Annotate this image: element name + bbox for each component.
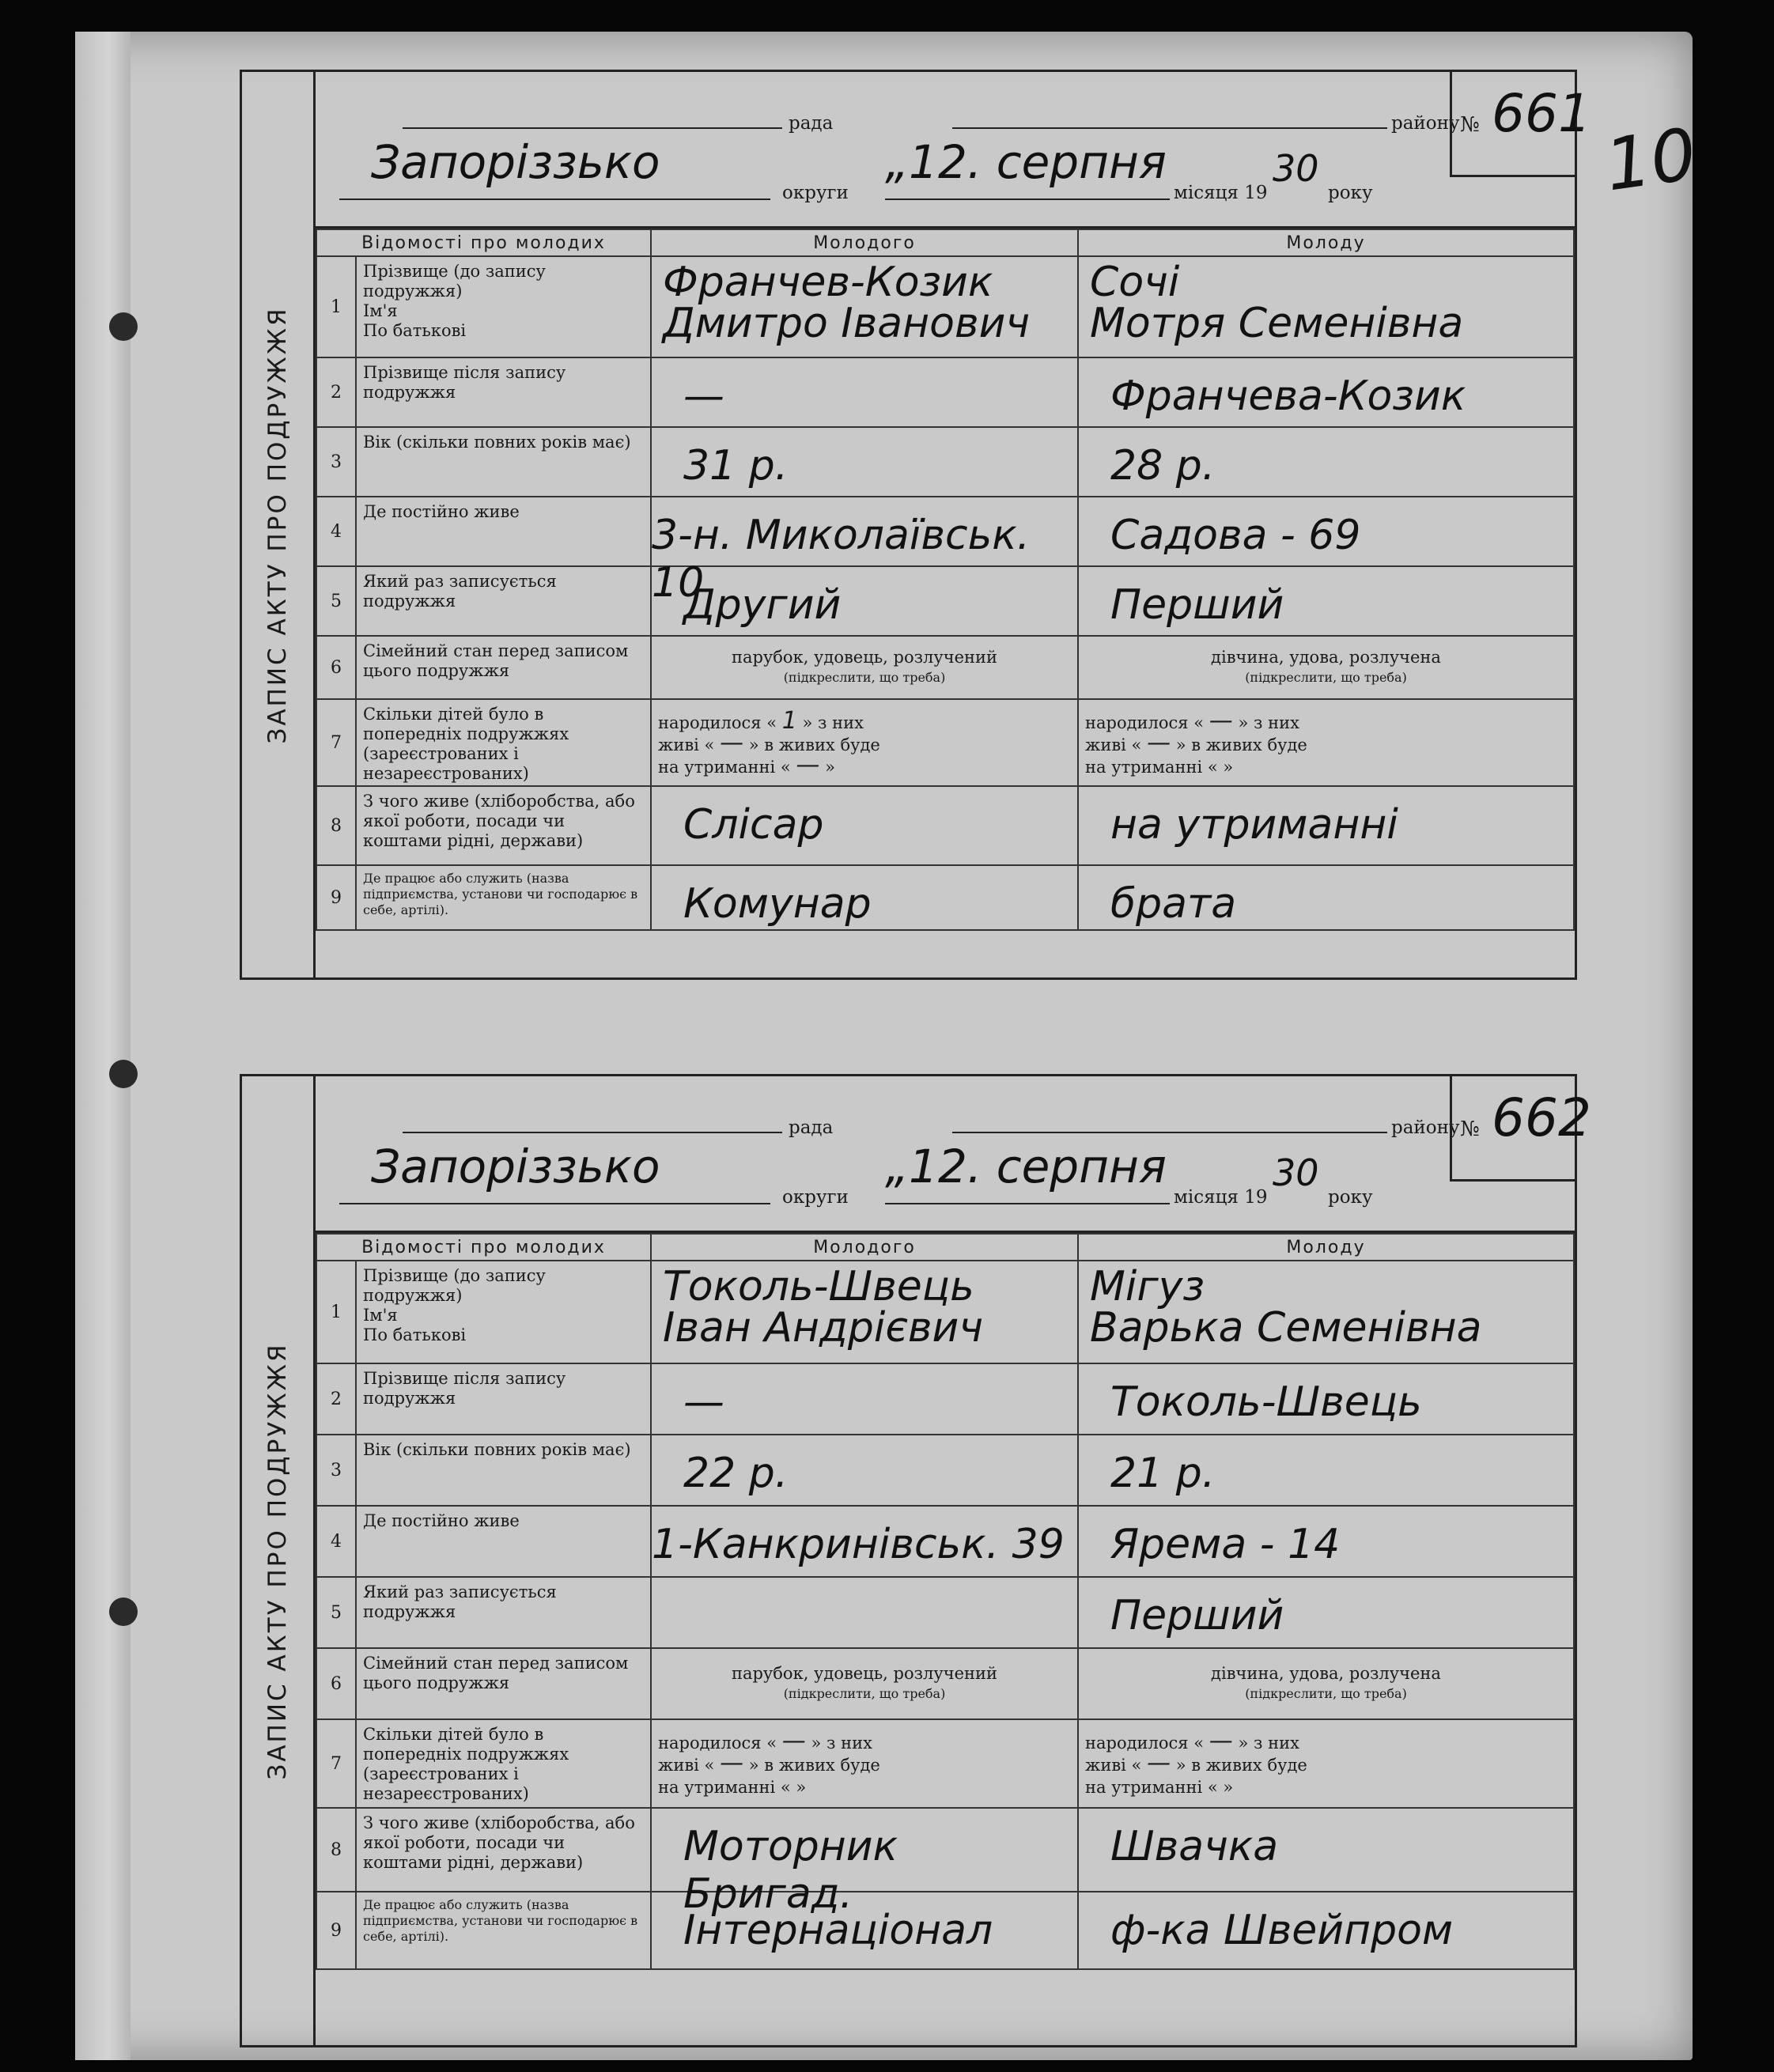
okrug-label: округи bbox=[782, 1187, 849, 1208]
month-label: місяця 19 bbox=[1174, 183, 1268, 203]
row-label-occupation: З чого живе (хліборобства, або якої роботи, посади чи коштами рідні, держави) bbox=[356, 786, 651, 865]
groom-surname-after: — bbox=[683, 1378, 725, 1426]
rayon-label: району bbox=[1391, 1117, 1460, 1138]
row-label-surname-after: Прізвище після запису подружжя bbox=[356, 357, 651, 427]
groom-occupation: Слісар bbox=[683, 801, 824, 849]
bride-status: дівчина, удова, розлучена (підкреслити, що треба) bbox=[1078, 1648, 1574, 1719]
col-bride-header: Молоду bbox=[1078, 229, 1574, 256]
bride-surname-after: Франчева-Козик bbox=[1110, 372, 1466, 420]
year-label: року bbox=[1328, 1187, 1373, 1208]
groom-occupation: Моторник Бригад. bbox=[683, 1823, 898, 1918]
record-table: Відомості про молодих Молодого Молоду 1 Прізвище (до запису подружжя) Ім'я По батькові Франчев-Козик Дмитро Іванович Сочі Мотря Семенівна 2 Прізвище після запису подружжя — Франчева-Козик 3 Вік (скільки повних років має) 31 р. 28 р. 4 Де постійно живе 3-н. Миколаївськ. 10 Садова - 69 5 Який раз записується подружжя Другий Перший 6 Сімейний стан перед записом цього подружжя парубок, удовець, розлучений (підкреслити, що треба) дівчина, удова, розлучена (підкреслити, що треба) 7 Скільки дітей було в попередніх подружжях (зареєстрованих і незареєстрованих) народилося « 1 » з них живі « — » в живих буде на утриманні « — » народилося « — » з них живі « — » в живих буде на утриманні « » 8 З чого живе (хліборобства, або якої роботи, посади чи коштами рідні, держави) Слісар на утриманні 9 Де працює або служить (назва підприємства, установи чи господарює в себе, артілі). Комунар брата bbox=[316, 229, 1575, 931]
bride-name: Мотря Семенівна bbox=[1090, 300, 1464, 347]
bride-children: народилося « — » з них живі « — » в живих буде на утриманні « » bbox=[1078, 699, 1574, 786]
col-groom-header: Молодого bbox=[651, 229, 1078, 256]
col-groom-header: Молодого bbox=[651, 1234, 1078, 1261]
groom-surname: Франчев-Козик bbox=[663, 259, 993, 306]
record-header bbox=[316, 72, 1591, 229]
row-label-age: Вік (скільки повних років має) bbox=[356, 1435, 651, 1506]
marriage-record bbox=[240, 70, 1591, 980]
year-label: року bbox=[1328, 183, 1373, 203]
bride-times: Перший bbox=[1110, 1592, 1284, 1639]
bride-times: Перший bbox=[1110, 581, 1284, 629]
row-label-address: Де постійно живе bbox=[356, 1506, 651, 1577]
groom-name: Дмитро Іванович bbox=[663, 300, 1031, 347]
bride-workplace: брата bbox=[1110, 880, 1237, 928]
bride-surname-after: Токоль-Швець bbox=[1110, 1378, 1422, 1426]
okrug-label: округи bbox=[782, 183, 849, 203]
record-number: 662 bbox=[1492, 1087, 1591, 1148]
row-label-name: Прізвище (до запису подружжя) Ім'я По батькові bbox=[356, 256, 651, 357]
groom-address: 3-н. Миколаївськ. 10 bbox=[652, 512, 1031, 607]
row-label-age: Вік (скільки повних років має) bbox=[356, 427, 651, 497]
bride-address: Ярема - 14 bbox=[1110, 1521, 1341, 1568]
binding-hole bbox=[109, 312, 138, 341]
row-label-times: Який раз записується подружжя bbox=[356, 1577, 651, 1648]
groom-status: парубок, удовець, розлучений (підкреслити, що треба) bbox=[651, 636, 1078, 699]
bride-status: дівчина, удова, розлучена (підкреслити, що треба) bbox=[1078, 636, 1574, 699]
rada-label: рада bbox=[789, 1117, 834, 1138]
record-table: Відомості про молодих Молодого Молоду 1 Прізвище (до запису подружжя) Ім'я По батькові Токоль-Швець Іван Андрієвич Мігуз Варька Семенівна 2 Прізвище після запису подружжя — Токоль-Швець 3 Вік (скільки повних років має) 22 р. 21 р. 4 Де постійно живе 1-Канкринівськ. 39 Ярема - 14 5 Який раз записується подружжя Перший 6 Сімейний стан перед записом цього подружжя парубок, удовець, розлучений (підкреслити, що треба) дівчина, удова, розлучена (підкреслити, що треба) 7 Скільки дітей було в попередніх подружжях (зареєстрованих і незареєстрованих) народилося « — » з них живі « — » в живих буде на утриманні « » народилося « — » з них живі « — » в живих буде на утриманні « » 8 З чого живе (хліборобства, або якої роботи, посади чи коштами рідні, держави) Моторник Бригад. Швачка 9 Де працює або служить (назва підприємства, установи чи господарює в себе, артілі). Інтернаціонал ф-ка Швейпром bbox=[316, 1233, 1575, 1970]
groom-name: Іван Андрієвич bbox=[663, 1304, 984, 1352]
row-label-status: Сімейний стан перед записом цього подружжя bbox=[356, 1648, 651, 1719]
row-label-name: Прізвище (до запису подружжя) Ім'я По батькові bbox=[356, 1261, 651, 1363]
col-info-header: Відомості про молодих bbox=[316, 1234, 651, 1261]
form-side-title: ЗАПИС АКТУ ПРО ПОДРУЖЖЯ bbox=[242, 72, 316, 977]
bride-surname: Мігуз bbox=[1090, 1263, 1205, 1310]
col-bride-header: Молоду bbox=[1078, 1234, 1574, 1261]
groom-workplace: Комунар bbox=[683, 880, 872, 928]
okrug-value: Запоріззько bbox=[371, 135, 660, 189]
record-number-box: № 662 bbox=[1450, 1076, 1575, 1182]
row-label-workplace: Де працює або служить (назва підприємства, установи чи господарює в себе, артілі). bbox=[356, 1892, 651, 1969]
row-label-children: Скільки дітей було в попередніх подружжях (зареєстрованих і незареєстрованих) bbox=[356, 699, 651, 786]
form-side-title: ЗАПИС АКТУ ПРО ПОДРУЖЖЯ bbox=[242, 1076, 316, 2045]
groom-surname-after: — bbox=[683, 372, 725, 420]
bride-occupation: на утриманні bbox=[1110, 801, 1398, 849]
row-label-surname-after: Прізвище після запису подружжя bbox=[356, 1363, 651, 1435]
row-label-occupation: З чого живе (хліборобства, або якої роботи, посади чи коштами рідні, держави) bbox=[356, 1808, 651, 1892]
bride-children: народилося « — » з них живі « — » в живих буде на утриманні « » bbox=[1078, 1719, 1574, 1808]
bride-age: 28 р. bbox=[1110, 442, 1216, 490]
record-number-box: № 661 bbox=[1450, 72, 1575, 177]
groom-workplace: Інтернаціонал bbox=[683, 1907, 993, 1954]
row-label-children: Скільки дітей було в попередніх подружжях (зареєстрованих і незареєстрованих) bbox=[356, 1719, 651, 1808]
okrug-value: Запоріззько bbox=[371, 1140, 660, 1193]
page-number: 10 bbox=[1600, 112, 1702, 208]
row-label-address: Де постійно живе bbox=[356, 497, 651, 566]
record-number: 661 bbox=[1492, 83, 1591, 144]
binding-hole bbox=[109, 1597, 138, 1626]
bride-name: Варька Семенівна bbox=[1090, 1304, 1482, 1352]
marriage-record bbox=[240, 1074, 1591, 2047]
rayon-label: району bbox=[1391, 113, 1460, 134]
bride-age: 21 р. bbox=[1110, 1450, 1216, 1497]
year-value: 30 bbox=[1273, 147, 1319, 190]
row-label-times: Який раз записується подружжя bbox=[356, 566, 651, 636]
rada-label: рада bbox=[789, 113, 834, 134]
record-header bbox=[316, 1076, 1591, 1233]
year-value: 30 bbox=[1273, 1151, 1319, 1194]
groom-address: 1-Канкринівськ. 39 bbox=[652, 1521, 1065, 1568]
bride-occupation: Швачка bbox=[1110, 1823, 1279, 1870]
binding-hole bbox=[109, 1060, 138, 1088]
bride-workplace: ф-ка Швейпром bbox=[1110, 1907, 1454, 1954]
row-label-workplace: Де працює або служить (назва підприємства, установи чи господарює в себе, артілі). bbox=[356, 865, 651, 930]
groom-age: 31 р. bbox=[683, 442, 789, 490]
groom-surname: Токоль-Швець bbox=[663, 1263, 974, 1310]
groom-status: парубок, удовець, розлучений (підкреслити, що треба) bbox=[651, 1648, 1078, 1719]
date-value: „12. серпня bbox=[885, 1140, 1167, 1193]
date-value: „12. серпня bbox=[885, 135, 1167, 189]
col-info-header: Відомості про молодих bbox=[316, 229, 651, 256]
groom-children: народилося « 1 » з них живі « — » в живих буде на утриманні « — » bbox=[651, 699, 1078, 786]
groom-age: 22 р. bbox=[683, 1450, 789, 1497]
bride-address: Садова - 69 bbox=[1110, 512, 1361, 559]
month-label: місяця 19 bbox=[1174, 1187, 1268, 1208]
groom-children: народилося « — » з них живі « — » в живих буде на утриманні « » bbox=[651, 1719, 1078, 1808]
groom-times: Другий bbox=[683, 581, 842, 629]
bride-surname: Сочі bbox=[1090, 259, 1180, 306]
row-label-status: Сімейний стан перед записом цього подружжя bbox=[356, 636, 651, 699]
